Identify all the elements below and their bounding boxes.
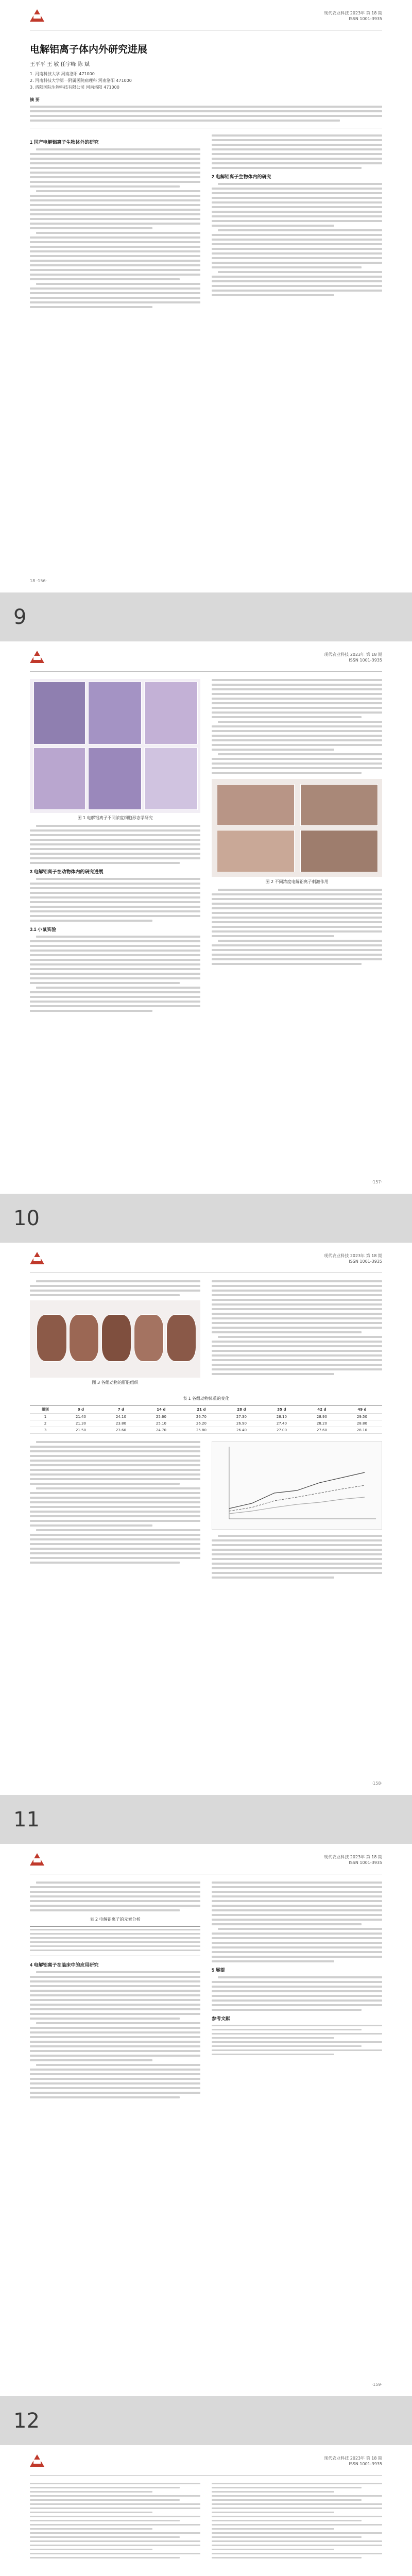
journal-logo-icon [30, 1853, 44, 1866]
page-footer [30, 1180, 382, 1184]
section-heading: 2 电解铝离子生物体内的研究 [212, 174, 271, 179]
page-number-label: 10 [13, 1206, 40, 1230]
table-header-cell: 14 d [141, 1406, 181, 1414]
microscopy-figure [30, 679, 200, 813]
text-column-right [212, 134, 382, 311]
section-heading: 3 电解铝离子在动物体内的研究进展 [30, 869, 104, 874]
page-number-label: 11 [13, 1807, 40, 1832]
journal-logo-icon [30, 1252, 44, 1264]
table-cell: 25.60 [141, 1414, 181, 1420]
table-header-cell: 0 d [61, 1406, 101, 1414]
table-cell: 26.40 [221, 1427, 262, 1434]
table-cell: 26.90 [221, 1420, 262, 1427]
table-header-cell: 7 d [101, 1406, 141, 1414]
page-separator [0, 1795, 412, 1844]
table-cell: 27.30 [221, 1414, 262, 1420]
specimen-figure [212, 779, 382, 877]
page-header [30, 2445, 382, 2476]
journal-issue: 现代农业科技 2023年 第 18 期 [324, 11, 382, 15]
table-cell: 2 [30, 1420, 61, 1427]
journal-issn: ISSN 1001-3935 [349, 1259, 382, 1264]
table-cell: 29.50 [342, 1414, 382, 1420]
element-table [30, 1926, 200, 1956]
journal-issn: ISSN 1001-3935 [349, 1860, 382, 1865]
table-cell: 24.70 [141, 1427, 181, 1434]
table-cell: 25.10 [141, 1420, 181, 1427]
table-cell: 28.90 [302, 1414, 342, 1420]
journal-issue: 现代农业科技 2023年 第 18 期 [324, 2456, 382, 2461]
table-cell: 21.50 [61, 1427, 101, 1434]
table-cell: 21.40 [61, 1414, 101, 1420]
data-table [30, 1405, 382, 1434]
table-cell: 23.60 [101, 1427, 141, 1434]
line-chart-figure [212, 1441, 382, 1530]
section-heading: 5 展望 [212, 1968, 225, 1973]
reference-list [212, 2025, 382, 2055]
table-cell: 28.10 [262, 1414, 302, 1420]
table-cell: 1 [30, 1414, 61, 1420]
page-header [30, 641, 382, 672]
page-header [30, 1844, 382, 1874]
table-header-cell: 49 d [342, 1406, 382, 1414]
table-caption: 表 2 电解铝离子的元素分析 [90, 1917, 141, 1922]
document-page [0, 641, 412, 1194]
affiliation: 3. 洛阳国际生物科技有限公司 河南洛阳 471000 [30, 85, 119, 90]
affiliation: 2. 河南科技大学第一附属医院病理科 河南洛阳 471000 [30, 78, 132, 83]
page-footer [30, 579, 382, 583]
table-cell: 28.10 [342, 1427, 382, 1434]
journal-issue: 现代农业科技 2023年 第 18 期 [324, 1855, 382, 1859]
table-cell: 27.40 [262, 1420, 302, 1427]
references-heading: 参考文献 [212, 2016, 231, 2021]
document-page [0, 1844, 412, 2396]
figure-caption: 图 3 各组动物的肝脏组织 [92, 1380, 139, 1385]
journal-logo-icon [30, 9, 44, 22]
organ-figure [30, 1300, 200, 1378]
table-cell: 26.70 [181, 1414, 221, 1420]
table-caption: 表 1 各组动物体重的变化 [182, 1396, 230, 1401]
figure-caption: 图 1 电解铝离子不同浓度细胞形态学研究 [77, 816, 153, 820]
table-cell: 25.80 [181, 1427, 221, 1434]
document-page [0, 1243, 412, 1795]
table-cell: 27.60 [302, 1427, 342, 1434]
page-separator [0, 2396, 412, 2445]
journal-logo-icon [30, 651, 44, 663]
abstract-label: 摘 要 [30, 97, 40, 102]
article-authors: 王平平 王 敏 任宇峰 陈 斌 [30, 62, 90, 67]
table-header-cell: 21 d [181, 1406, 221, 1414]
page-separator [0, 1194, 412, 1243]
trend-lines [212, 1442, 382, 1529]
page-header [30, 1243, 382, 1273]
table-header-cell: 组别 [30, 1406, 61, 1414]
table-cell: 28.80 [342, 1420, 382, 1427]
journal-issn: ISSN 1001-3935 [349, 2462, 382, 2466]
table-cell: 3 [30, 1427, 61, 1434]
table-cell: 21.30 [61, 1420, 101, 1427]
page-number-label: 9 [13, 605, 27, 629]
affiliation: 1. 河南科技大学 河南洛阳 471000 [30, 72, 95, 76]
table-header-cell: 42 d [302, 1406, 342, 1414]
table-row [30, 1420, 382, 1427]
page-footer [30, 2382, 382, 2387]
table-cell: 26.20 [181, 1420, 221, 1427]
figure-caption: 图 2 不同浓度电解铝离子刺激作用 [265, 879, 329, 884]
text-column-left [30, 134, 200, 311]
journal-issn: ISSN 1001-3935 [349, 16, 382, 21]
article-title: 电解铝离子体内外研究进展 [30, 44, 148, 55]
table-row [30, 1427, 382, 1434]
table-header-cell: 35 d [262, 1406, 302, 1414]
footer-page-number: 18 ·156· [30, 579, 47, 583]
page-separator [0, 592, 412, 641]
footer-page-number: ·157· [371, 1180, 382, 1184]
reference-list [30, 2483, 382, 2561]
table-cell: 23.80 [101, 1420, 141, 1427]
section-heading: 3.1 小鼠实验 [30, 927, 57, 932]
section-heading: 1 国产电解铝离子生物体外的研究 [30, 140, 99, 145]
table-cell: 28.20 [302, 1420, 342, 1427]
journal-issue: 现代农业科技 2023年 第 18 期 [324, 652, 382, 657]
abstract [30, 97, 382, 103]
journal-logo-icon [30, 2454, 44, 2467]
document-page [0, 2445, 412, 2576]
footer-page-number: ·159· [371, 2382, 382, 2387]
journal-issn: ISSN 1001-3935 [349, 658, 382, 663]
page-number-label: 12 [13, 2409, 40, 2433]
page-footer [30, 1781, 382, 1786]
table-header-cell: 28 d [221, 1406, 262, 1414]
table-row [30, 1414, 382, 1420]
table-cell: 24.10 [101, 1414, 141, 1420]
table-cell: 27.00 [262, 1427, 302, 1434]
document-page [0, 0, 412, 592]
section-heading: 4 电解铝离子在临床中的应用研究 [30, 1962, 99, 1968]
page-header [30, 0, 382, 30]
journal-issue: 现代农业科技 2023年 第 18 期 [324, 1253, 382, 1258]
footer-page-number: ·158· [371, 1781, 382, 1786]
